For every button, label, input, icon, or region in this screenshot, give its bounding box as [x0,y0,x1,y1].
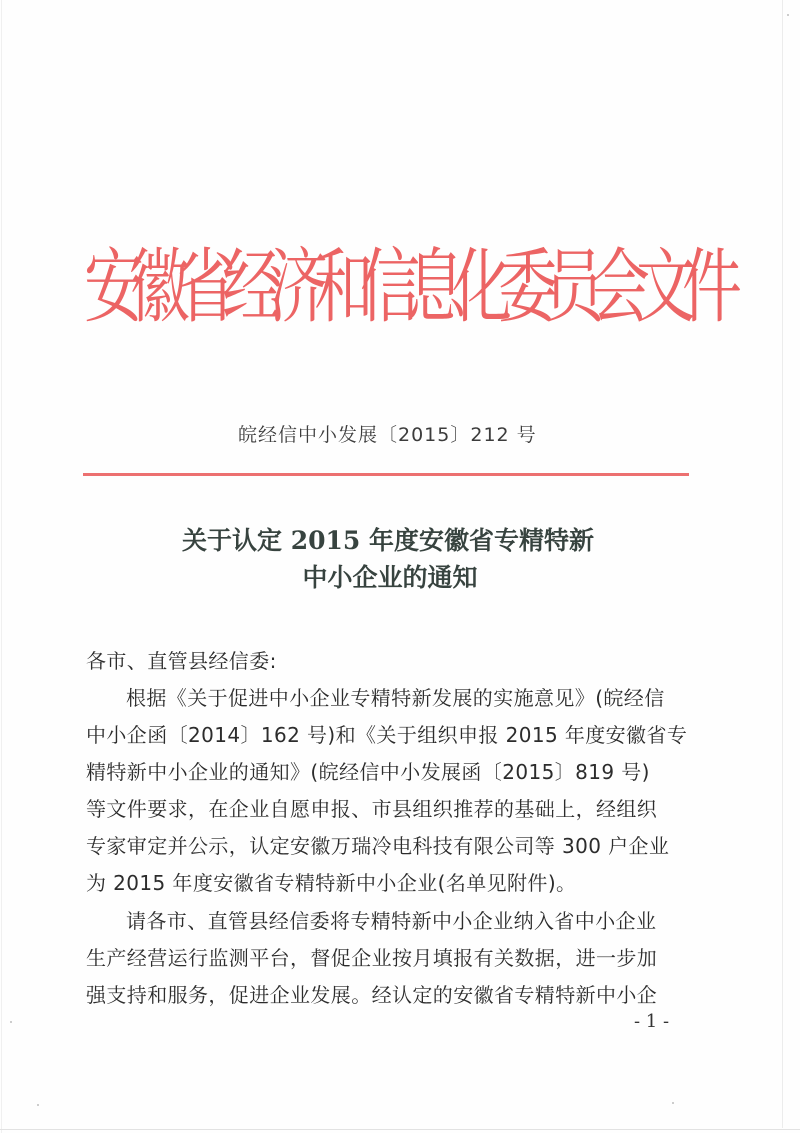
red-divider-rule [83,473,689,476]
body-line: 精特新中小企业的通知》(皖经信中小发展函〔2015〕819 号) [86,760,650,784]
scan-speck [787,14,789,16]
notice-title-line-2: 中小企业的通知 [302,563,478,592]
document-header-title: 安徽省经济和信息化委员会文件 [84,240,728,336]
body-line: 中小企函〔2014〕162 号)和《关于组织申报 2015 年度安徽省专 [86,723,688,747]
notice-title-line-1: 关于认定 2015 年度安徽省专精特新 [182,526,594,555]
body-line: 等文件要求，在企业自愿申报、市县组织推荐的基础上，经组织 [86,797,658,821]
scan-speck [37,1104,39,1106]
scan-speck [10,1021,12,1023]
body-line: 请各市、直管县经信委将专精特新中小企业纳入省中小企业 [126,909,657,933]
salutation: 各市、直管县经信委: [86,649,277,673]
body-line: 为 2015 年度安徽省专精特新中小企业(名单见附件)。 [86,871,577,895]
scan-edge-bottom [0,1129,800,1130]
body-line: 专家审定并公示，认定安徽万瑞冷电科技有限公司等 300 户企业 [86,834,670,858]
document-number: 皖经信中小发展〔2015〕212 号 [238,424,537,446]
scan-speck [672,1102,674,1104]
body-line: 生产经营运行监测平台，督促企业按月填报有关数据，进一步加 [86,946,658,970]
body-line: 强支持和服务，促进企业发展。经认定的安徽省专精特新中小企 [86,983,658,1007]
body-line: 根据《关于促进中小企业专精特新发展的实施意见》(皖经信 [126,686,665,710]
page-number: - 1 - [634,1011,670,1032]
